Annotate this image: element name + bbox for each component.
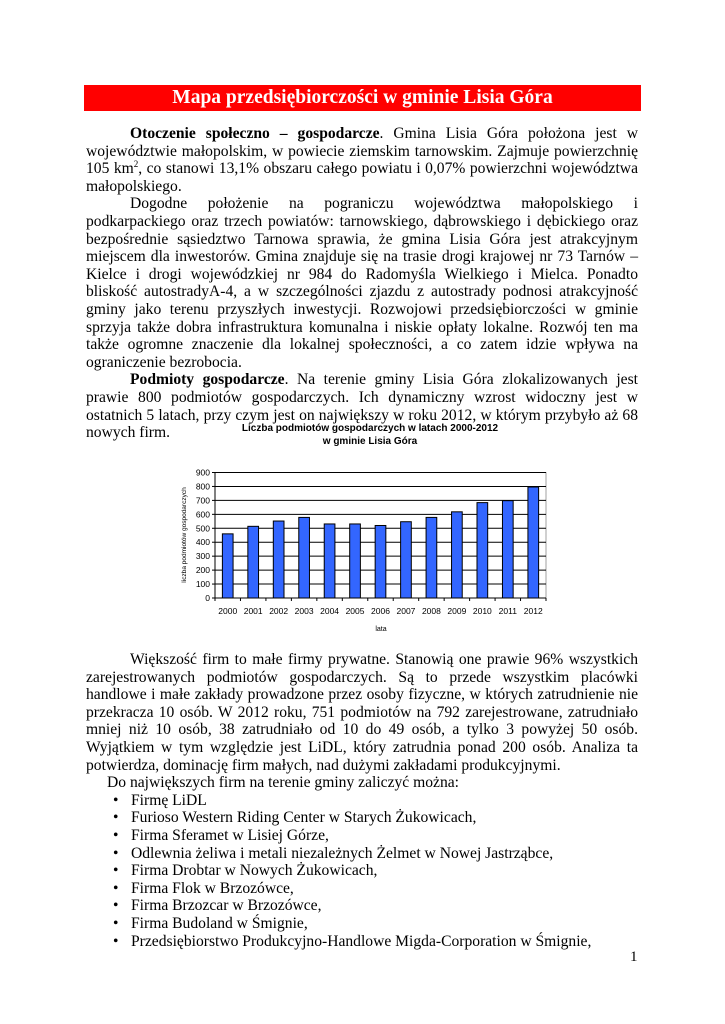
list-item [86,933,638,951]
list-intro: Do największych firm na terenie gminy zaliczyć można: [107,774,460,792]
chart-title-line1: Liczba podmiotów gospodarczych w latach 2000-2012 [241,423,499,434]
list-item [86,880,638,898]
chart-title [160,422,580,448]
superscript: 2 [133,159,139,170]
bar-2010 [477,503,488,598]
x-tick-label: 2007 [396,606,416,616]
list-item-text: Firma Sferamet w Lisiej Górze, [131,826,329,844]
paragraph-environment-1 [86,125,638,195]
bar-2006 [375,525,386,598]
bullet-icon: • [113,826,119,844]
bullet-icon: • [113,897,119,915]
y-tick-label: 600 [195,509,210,520]
y-tick-label: 300 [195,551,210,562]
paragraph-text: . Na terenie gminy Lisia Góra zlokalizowanych jest prawie 800 podmiotów gospodarczych. Ich dynamiczny wzrost widoczny jest w ostatnich 5 latach, przy czym jest on największy w roku 2012, w którym przybyło aż 68 nowych firm. [86,371,638,442]
list-item-text: Firma Flok w Brzozówce, [131,879,294,897]
bullet-icon: • [113,879,119,897]
section-firms [86,651,638,950]
section-environment [86,125,638,442]
paragraph-small-firms: Większość firm to małe firmy prywatne. Stanowią one prawie 96% wszystkich zarejestrowanych podmiotów gospodarczych. Są to przede wszystkim placówki handlowe i małe zakłady prowadzone przez osoby fizyczne, w których zatrudnienie nie przekracza 10 osób. W 2012 roku, 751 podmiotów na 792 zarejestrowane, zatrudniało mniej niż 10 osób, 38 zatrudniało od 10 do 49 osób, a tylko 3 powyżej 50 osób. Wyjątkiem w tym względzie jest LiDL, który zatrudnia ponad 200 osób. Analiza ta potwierdza, dominację firm małych, nad dużymi zakładami produkcyjnymi. [86,651,638,774]
bullet-icon: • [113,809,119,827]
x-tick-label: 2010 [472,606,492,616]
paragraph-text: , co stanowi 13,1% obszaru całego powiatu i 0,07% powierzchni województwa małopolskiego. [86,160,638,195]
list-item [86,809,638,827]
list-item [86,845,638,863]
bar-2000 [222,534,233,598]
x-tick-label: 2000 [218,606,238,616]
chart-svg [160,415,580,640]
x-tick-label: 2005 [345,606,365,616]
bar-2005 [350,524,361,598]
bar-2002 [273,521,284,598]
x-tick-label: 2004 [320,606,340,616]
bar-2001 [248,526,259,598]
x-tick-label: 2006 [371,606,390,616]
bar-2009 [452,512,463,598]
chart-title-line2: w gminie Lisia Góra [322,436,418,447]
x-tick-label: 2012 [523,606,543,616]
x-axis-label: lata [375,626,387,633]
x-tick-label: 2011 [498,606,517,616]
list-item [86,827,638,845]
y-tick-label: 200 [195,565,210,576]
x-tick-label: 2003 [294,606,314,616]
list-item-text: Furioso Western Riding Center w Starych Żukowicach, [131,809,477,827]
list-item [86,862,638,880]
bullet-icon: • [113,914,119,932]
document-title: Mapa przedsiębiorczości w gminie Lisia Góra [84,85,641,111]
y-tick-label: 900 [195,467,210,478]
y-tick-label: 700 [195,495,210,506]
y-tick-label: 100 [195,579,210,590]
list-item [86,897,638,915]
x-tick-label: 2001 [243,606,263,616]
y-tick-label: 800 [195,481,210,492]
chart [160,415,580,640]
page-number: 1 [630,949,638,965]
list-item [86,792,638,810]
bar-2007 [401,522,412,598]
list-item-text: Odlewnia żeliwa i metali niezależnych Żelmet w Nowej Jastrząbce, [131,844,554,862]
y-tick-label: 500 [195,523,210,534]
list-item-text: Przedsiębiorstwo Produkcyjno-Handlowe Migda-Corporation w Śmignie, [131,932,592,950]
paragraph-text: . Gmina Lisia Góra położona jest w województwie małopolskim, w powiecie ziemskim tarnowskim. Zajmuje powierzchnię 105 km [86,125,638,178]
list-item-text: Firma Drobtar w Nowych Żukowicach, [131,862,378,880]
bullet-icon: • [113,791,119,809]
bullet-icon: • [113,862,119,880]
bar-2003 [299,517,310,598]
list-item [86,915,638,933]
heading-entities: Podmioty gospodarcze [130,371,285,389]
y-tick-label: 400 [195,537,210,548]
list-item-text: Firma Budoland w Śmignie, [131,914,308,932]
bullet-icon: • [113,932,119,950]
paragraph-environment-2: Dogodne położenie na pograniczu województwa małopolskiego i podkarpackiego oraz trzech powiatów: tarnowskiego, dąbrowskiego i dębickiego oraz bezpośrednie sąsiedztwo Tarnowa sprawia, że gmina Lisia Góra jest atrakcyjnym miejscem dla inwestorów. Gmina znajduje się na trasie drogi krajowej nr 73 Tarnów – Kielce i drogi wojewódzkiej nr 984 do Radomyśla Wielkiego i Mielca. Ponadto bliskość autostradyA-4, a w szczególności zjazdu z autostrady podnosi atrakcyjność gminy jako terenu przyszłych inwestycji. Rozwojowi przedsiębiorczości w gminie sprzyja także dobra infrastruktura komunalna i niskie opłaty lokalne. Rozwój ten ma także ogromne znaczenie dla lokalnej społeczności, a co zatem idzie wpływa na ograniczenie bezrobocia. [86,195,638,371]
bar-2012 [528,487,539,598]
list-item-text: Firma Brzozcar w Brzozówce, [131,897,322,915]
bar-2011 [502,501,513,598]
x-tick-label: 2002 [269,606,289,616]
x-tick-label: 2009 [447,606,467,616]
bar-2004 [324,524,335,598]
firm-list [86,792,638,950]
y-tick-label: 0 [205,593,210,603]
y-axis-label: liczba podmiotów gospodarczych [181,487,188,583]
bar-2008 [426,517,437,598]
heading-environment: Otoczenie społeczno – gospodarcze [130,125,380,142]
bullet-icon: • [113,844,119,862]
list-item-text: Firmę LiDL [131,791,207,809]
x-tick-label: 2008 [421,606,441,616]
